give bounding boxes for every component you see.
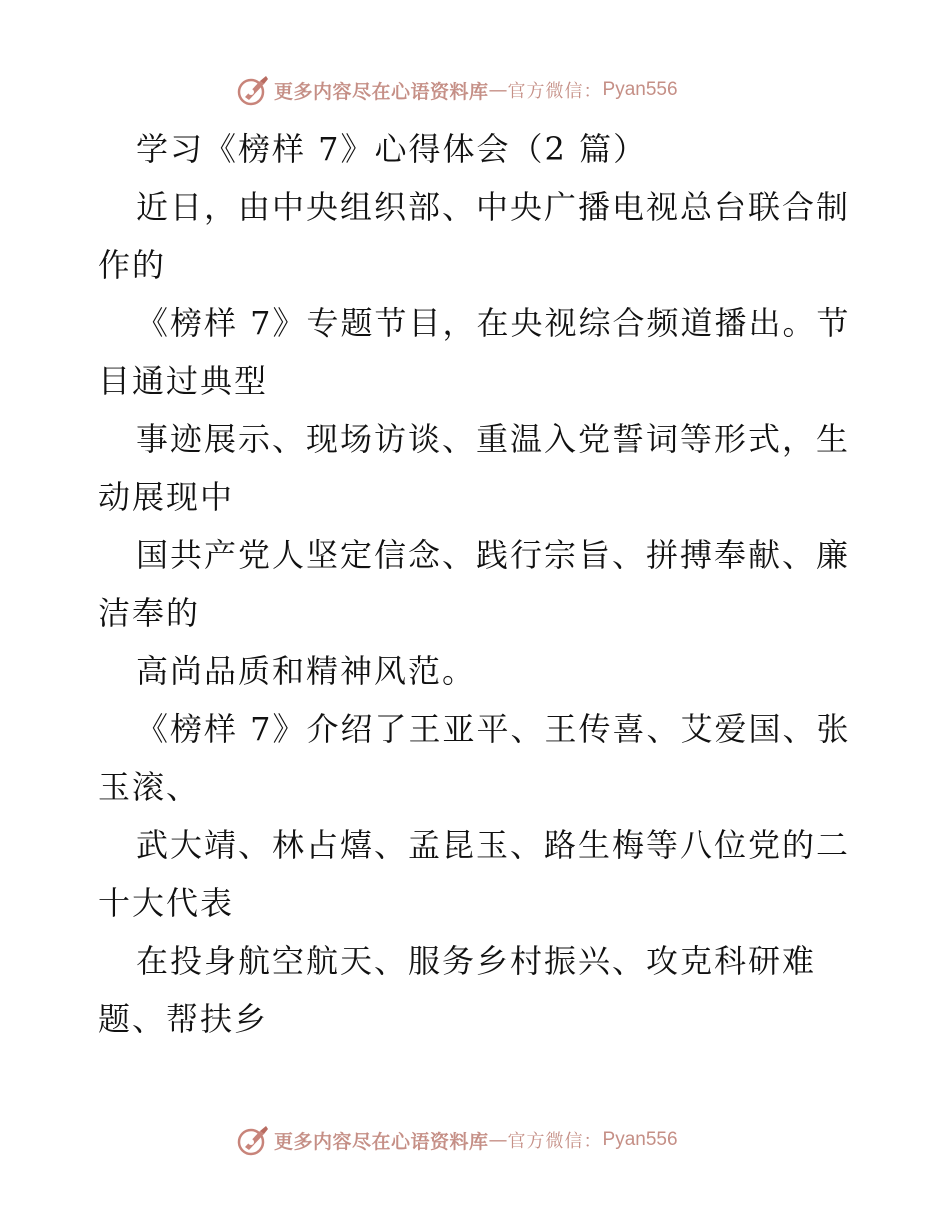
watermark-dash: —	[488, 79, 508, 101]
text-line: 作的	[98, 246, 167, 284]
watermark-header	[236, 70, 678, 110]
watermark-wechat-id: Pyan556	[602, 79, 678, 100]
pen-logo-icon	[236, 73, 270, 107]
pen-logo-icon	[236, 1123, 270, 1157]
watermark-footer	[236, 1120, 678, 1160]
text-line: 武大靖、林占熺、孟昆玉、路生梅等八位党的二	[136, 826, 851, 864]
watermark-wechat-id: Pyan556	[602, 1129, 678, 1150]
text-line: 动展现中	[98, 478, 235, 516]
watermark-sub-text: 官方微信：	[507, 1131, 603, 1152]
text-line: 洁奉的	[98, 594, 201, 632]
document-title: 学习《榜样 7》心得体会（2 篇）	[136, 130, 648, 168]
text-line: 国共产党人坚定信念、践行宗旨、拼搏奉献、廉	[136, 536, 851, 574]
text-line: 《榜样 7》专题节目，在央视综合频道播出。节	[136, 304, 851, 342]
document-body	[98, 120, 858, 1048]
text-line: 玉滚、	[98, 768, 201, 806]
text-line: 目通过典型	[98, 362, 269, 400]
text-line: 《榜样 7》介绍了王亚平、王传喜、艾爱国、张	[136, 710, 851, 748]
text-line: 十大代表	[98, 884, 235, 922]
watermark-main-text: 更多内容尽在心语资料库	[274, 1130, 489, 1153]
text-line: 题、帮扶乡	[98, 1000, 269, 1038]
watermark-sub-text: 官方微信：	[507, 81, 603, 102]
watermark-dash: —	[488, 1129, 508, 1151]
text-line: 高尚品质和精神风范。	[136, 652, 477, 690]
text-line: 事迹展示、现场访谈、重温入党誓词等形式，生	[136, 420, 851, 458]
text-line: 近日，由中央组织部、中央广播电视总台联合制	[136, 188, 851, 226]
watermark-main-text: 更多内容尽在心语资料库	[274, 80, 489, 103]
text-line: 在投身航空航天、服务乡村振兴、攻克科研难	[136, 942, 817, 980]
